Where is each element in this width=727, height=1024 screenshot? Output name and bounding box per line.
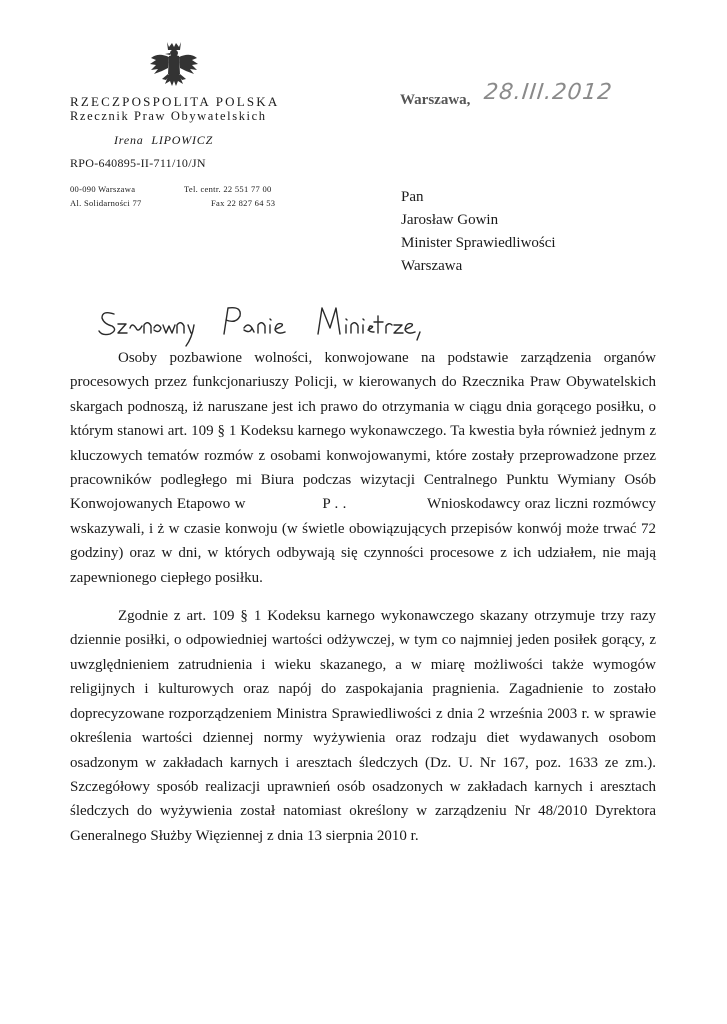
recipient-city: Warszawa [401, 258, 463, 274]
paragraph-1 [70, 346, 656, 590]
handwritten-greeting [96, 300, 426, 350]
eagle-emblem-icon [148, 38, 200, 96]
letterhead-subtitle: Rzecznik Praw Obywatelskich [70, 109, 267, 123]
letter-body [70, 346, 656, 848]
place-of-writing: Warszawa, [400, 92, 471, 108]
handwritten-date: 28.III.2012 [482, 80, 614, 105]
recipient-title: Minister Sprawiedliwości [401, 235, 556, 251]
recipient-salutation: Pan [401, 189, 424, 205]
paragraph-1-redacted-place: P . . [322, 496, 347, 513]
paragraph-1-text-a: Osoby pozbawione wolności, konwojowane na podstawie zarządzenia organów procesowych przez funkcjonariuszy Policji, w kierowanych do Rzecznika Praw Obywatelskich skargach podnoszą, iż naruszane jest ich prawo do otrzymania w ciągu dnia gorącego posiłku, o którym stanowi art. 109 § 1 Kodeksu karnego wykonawczego. Ta kwestia była również jednym z kluczowych tematów rozmów z osobami konwojowanymi, które zostały przeprowadzone przez pracowników podległego mi Biura podczas wizytacji Centralnego Punktu Wymiany Osób Konwojowanych Etapowo w [70, 350, 656, 513]
address-line-2: Al. Solidarności 77 [70, 198, 142, 208]
paragraph-2: Zgodnie z art. 109 § 1 Kodeksu karnego wykonawczego skazany otrzymuje trzy razy dziennie posiłki, o odpowiedniej wartości odżywczej, w tym co najmniej jeden posiłek gorący, z uwzględnieniem zatrudnienia i wieku skazanego, a w miarę możliwości także wymogów religijnych i kulturowych oraz napój do zaspokajania pragnienia. Zagadnienie to zostało doprecyzowane rozporządzeniem Ministra Sprawiedliwości z dnia 2 września 2003 r. w sprawie określenia wartości dziennej normy wyżywienia oraz rodzaju diet wydawanych osobom osadzonym w zakładach karnych i aresztach śledczych (Dz. U. Nr 167, poz. 1633 ze zm.). Szczegółowy sposób realizacji uprawnień osób osadzonych w zakładach karnych i aresztach śledczych do wyżywienia został natomiast określony w zarządzeniu Nr 48/2010 Dyrektora Generalnego Służby Więziennej z dnia 13 sierpnia 2010 r. [70, 608, 656, 844]
letterhead-name: Irena LIPOWICZ [114, 133, 214, 147]
paragraph-1-text-c: Wnioskodawcy oraz liczni rozmówcy wskazywali, i ż w czasie konwoju (w świetle obowiązujących przepisów konwój może trwać 72 godziny) oraz w dni, w których odbywają się czynności procesowe z ich udziałem, nie mają zapewnionego ciepłego posiłku. [70, 496, 657, 586]
reference-number: RPO-640895-II-711/10/JN [70, 156, 206, 170]
recipient-block [401, 186, 556, 278]
fax-number: Fax 22 827 64 53 [211, 198, 276, 208]
letterhead-title: RZECZPOSPOLITA POLSKA [70, 94, 280, 109]
recipient-name: Jarosław Gowin [401, 212, 499, 228]
address-line-1: 00-090 Warszawa [70, 184, 136, 194]
phone-number: Tel. centr. 22 551 77 00 [184, 184, 272, 194]
